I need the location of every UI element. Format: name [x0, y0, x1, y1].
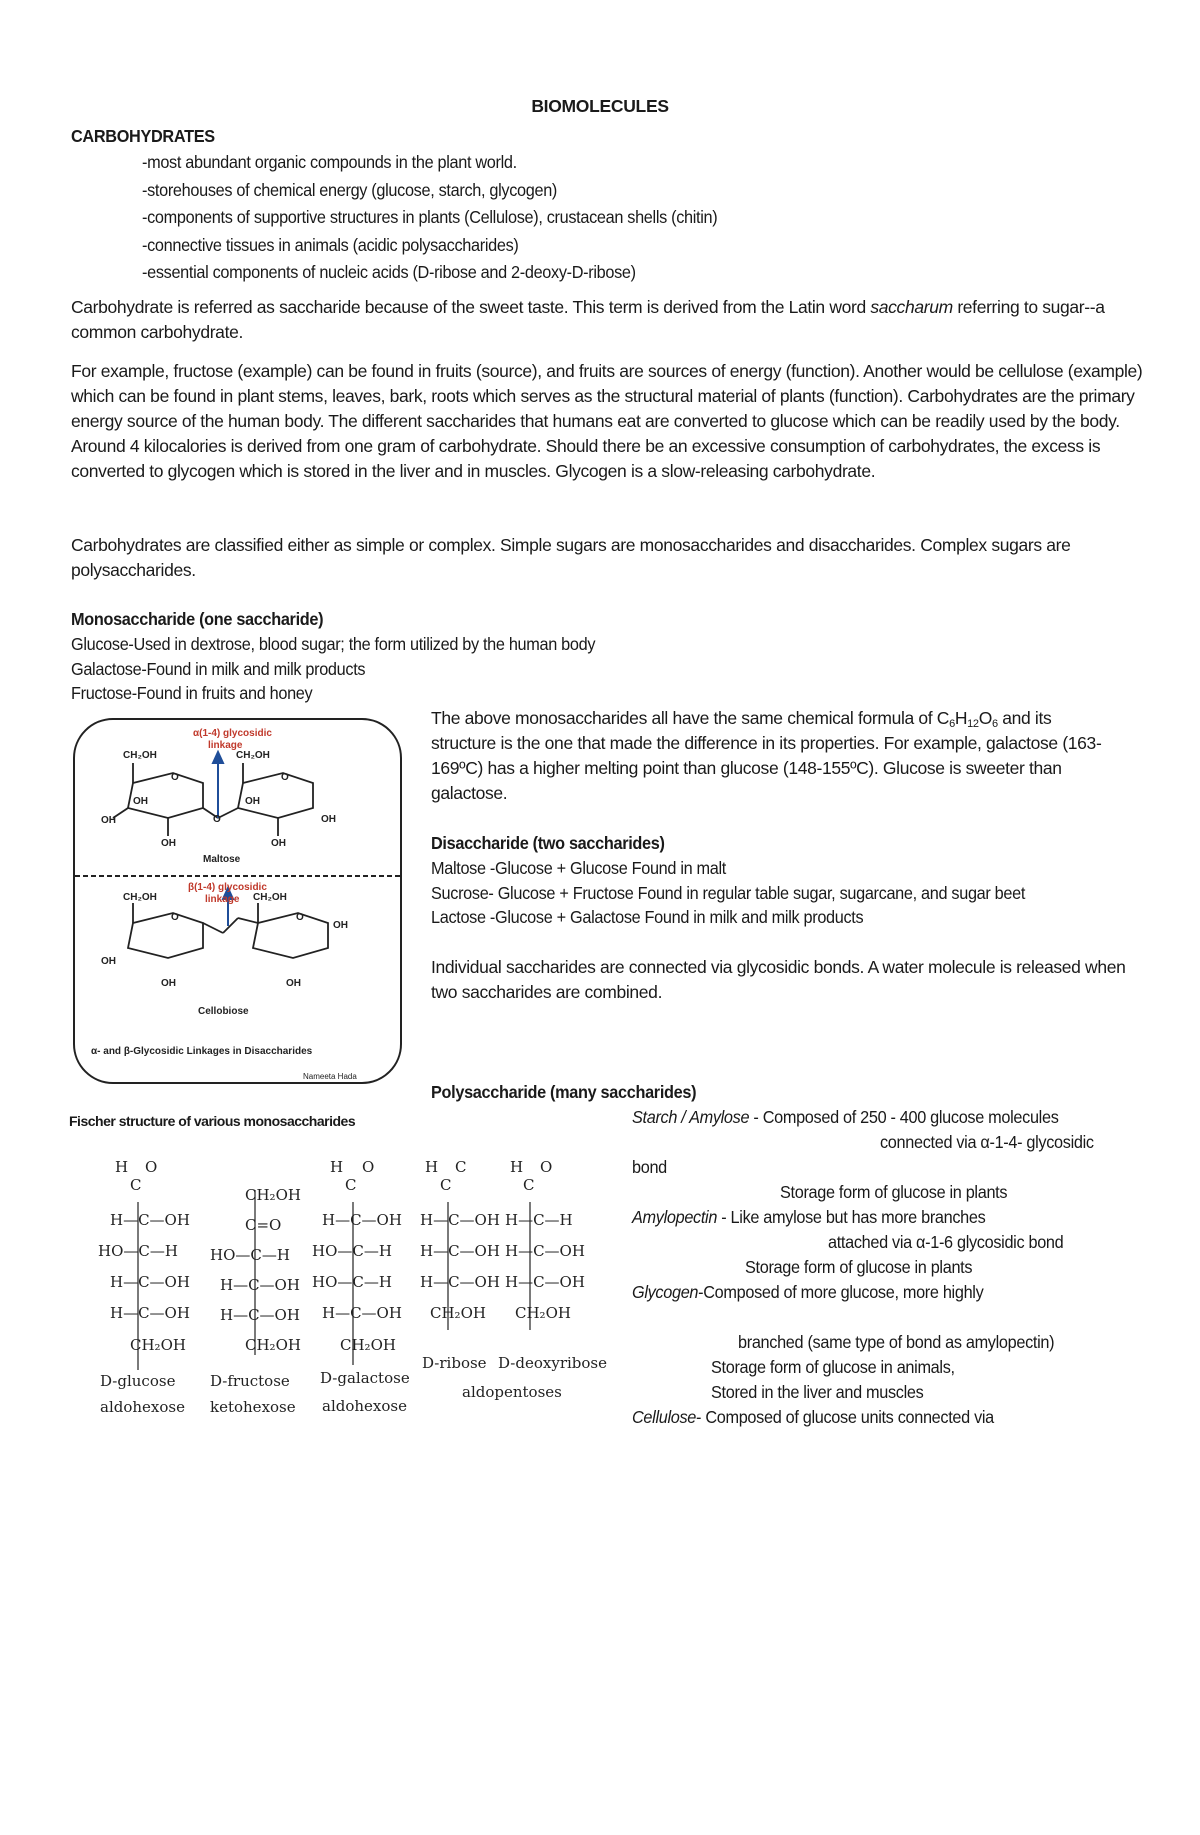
svg-text:H: H — [330, 1158, 344, 1176]
oh-label: OH — [286, 978, 301, 989]
svg-text:HO—C—H: HO—C—H — [98, 1242, 178, 1260]
svg-text:H—C—OH: H—C—OH — [220, 1306, 300, 1324]
fischer-name-label: D-deoxyribose — [498, 1354, 607, 1372]
svg-text:H—C—OH: H—C—OH — [420, 1211, 500, 1229]
oh-label: OH — [101, 815, 116, 826]
paragraph-saccharide-definition: Carbohydrate is referred as saccharide because of the sweet taste. This term is derived from the Latin word saccharum referring to sugar--a common carbohydrate. — [71, 297, 1105, 342]
svg-text:H—C—H: H—C—H — [505, 1211, 573, 1229]
ch2oh-label: CH₂OH — [236, 750, 270, 761]
amylopectin-line: Storage form of glucose in plants — [745, 1257, 973, 1277]
ch2oh-label: CH₂OH — [253, 892, 287, 903]
svg-text:CH₂OH: CH₂OH — [245, 1336, 301, 1354]
ch2oh-label: CH₂OH — [123, 892, 157, 903]
oh-label: OH — [271, 838, 286, 849]
paragraph-carbohydrate-examples: For example, fructose (example) can be found in fruits (source), and fruits are sources of energy (function). Another would be cellulose (example) which can be found in plant stems, leaves, bark, roots which serves as the structural material of plants (function). Carbohydrates are the primary energy source of the human body. The different saccharides that humans eat are converted to glucose which can be readily used by the body. Around 4 kilocalories is derived from one gram of carbohydrate. Should there be an excessive consumption of carbohydrates, the excess is converted to glycogen which is stored in the liver and in muscles. Glycogen is a slow-releasing carbohydrate. — [71, 361, 1143, 481]
svg-text:C=O: C=O — [245, 1216, 282, 1234]
svg-text:CH₂OH: CH₂OH — [245, 1186, 301, 1204]
figure-caption: α- and β-Glycosidic Linkages in Disaccharides — [91, 1046, 313, 1057]
oh-label: OH — [101, 956, 116, 967]
fischer-name-label: D-galactose — [320, 1369, 410, 1387]
cellulose-name: Cellulose — [632, 1407, 697, 1427]
fischer-figure-title: Fischer structure of various monosaccharides — [69, 1113, 356, 1129]
bullet-item: -most abundant organic compounds in the plant world. — [142, 152, 517, 172]
svg-text:C: C — [130, 1176, 142, 1194]
oh-label: OH — [161, 978, 176, 989]
page-title: BIOMOLECULES — [531, 96, 669, 116]
oh-label: OH — [133, 796, 148, 807]
svg-text:H—C—OH: H—C—OH — [322, 1304, 402, 1322]
svg-text:H—C—OH: H—C—OH — [505, 1273, 585, 1291]
svg-text:C: C — [440, 1176, 452, 1194]
amylopectin-name: Amylopectin — [632, 1207, 718, 1227]
bullet-item: -essential components of nucleic acids (D-ribose and 2-deoxy-D-ribose) — [142, 262, 636, 282]
monosaccharide-item: Galactose-Found in milk and milk products — [71, 659, 366, 679]
svg-text:CH₂OH: CH₂OH — [340, 1336, 396, 1354]
figure-credit: Nameeta Hada — [303, 1072, 357, 1081]
svg-text:O: O — [145, 1158, 158, 1176]
monosaccharide-heading: Monosaccharide (one saccharide) — [71, 609, 324, 629]
svg-text:H—C—OH: H—C—OH — [505, 1242, 585, 1260]
beta-linkage-label: linkage — [205, 894, 240, 905]
fischer-structures-diagram — [90, 1150, 630, 1420]
fischer-name-label: D-fructose — [210, 1372, 290, 1390]
section-heading-carbohydrates: CARBOHYDRATES — [71, 126, 215, 146]
svg-text:H—C—OH: H—C—OH — [420, 1242, 500, 1260]
ch2oh-label: CH₂OH — [123, 750, 157, 761]
glucose-ring — [253, 913, 328, 958]
svg-text:H—C—OH: H—C—OH — [110, 1273, 190, 1291]
svg-text:O: O — [540, 1158, 553, 1176]
fischer-type-label: aldohexose — [100, 1398, 185, 1416]
disaccharide-item: Sucrose- Glucose + Fructose Found in regular table sugar, sugarcane, and sugar beet — [431, 883, 1026, 903]
svg-text:H: H — [510, 1158, 524, 1176]
svg-text:C: C — [455, 1158, 467, 1176]
fischer-type-label: aldopentoses — [462, 1383, 562, 1401]
glycosidic-bond-note: Individual saccharides are connected via glycosidic bonds. A water molecule is released when two saccharides are combined. — [431, 957, 1126, 1002]
svg-text:H: H — [425, 1158, 439, 1176]
monosaccharide-item: Fructose-Found in fruits and honey — [71, 683, 313, 703]
disaccharide-item: Lactose -Glucose + Galactose Found in milk and milk products — [431, 907, 864, 927]
glycogen-line: Glycogen-Composed of more glucose, more highly — [632, 1282, 984, 1302]
glucose-ring — [128, 913, 203, 958]
starch-line: connected via α-1-4- glycosidic — [880, 1132, 1094, 1152]
starch-line: Storage form of glucose in plants — [780, 1182, 1008, 1202]
svg-text:H—C—OH: H—C—OH — [322, 1211, 402, 1229]
glycogen-line: Storage form of glucose in animals, — [711, 1357, 955, 1377]
paragraph-classification: Carbohydrates are classified either as simple or complex. Simple sugars are monosaccharides and disaccharides. Complex sugars are polysaccharides. — [71, 535, 1071, 580]
paragraph-chemical-formula: The above monosaccharides all have the same chemical formula of $C_6H_{12}O_6$ and its structure is the one that made the difference in its properties. For example, galactose (163-169ºC) has a higher melting point than glucose (148-155ºC). Glucose is sweeter than galactose. — [431, 708, 1102, 803]
disaccharide-item: Maltose -Glucose + Glucose Found in malt — [431, 858, 726, 878]
beta-linkage-label: β(1-4) glycosidic — [188, 882, 267, 893]
amylopectin-line: Amylopectin - Like amylose but has more branches — [632, 1207, 986, 1227]
svg-text:H—C—OH: H—C—OH — [110, 1211, 190, 1229]
glycogen-name: Glycogen — [632, 1282, 699, 1302]
svg-text:H—C—OH: H—C—OH — [220, 1276, 300, 1294]
fischer-name-label: D-glucose — [100, 1372, 176, 1390]
svg-text:CH₂OH: CH₂OH — [130, 1336, 186, 1354]
alpha-linkage-label: linkage — [208, 740, 243, 751]
svg-text:C: C — [345, 1176, 357, 1194]
starch-line: bond — [632, 1157, 667, 1177]
svg-text:HO—C—H: HO—C—H — [210, 1246, 290, 1264]
bullet-item: -connective tissues in animals (acidic polysaccharides) — [142, 234, 519, 255]
bridge-oxygen-label: O — [213, 814, 221, 825]
svg-text:O: O — [362, 1158, 375, 1176]
oh-label: OH — [333, 920, 348, 931]
monosaccharide-item: Glucose-Used in dextrose, blood sugar; the form utilized by the human body — [71, 634, 596, 654]
fischer-name-label: D-ribose — [422, 1354, 487, 1372]
svg-text:HO—C—H: HO—C—H — [312, 1273, 392, 1291]
ring-oxygen-label: O — [296, 912, 304, 923]
glycogen-line: branched (same type of bond as amylopectin) — [738, 1332, 1055, 1352]
svg-text:C: C — [523, 1176, 535, 1194]
ring-oxygen-label: O — [281, 772, 289, 783]
maltose-label: Maltose — [203, 854, 241, 865]
carbohydrate-bullet-list — [142, 150, 717, 288]
svg-text:CH₂OH: CH₂OH — [430, 1304, 486, 1322]
alpha-linkage-label: α(1-4) glycosidic — [193, 728, 272, 739]
svg-text:H: H — [115, 1158, 129, 1176]
cellulose-line: Cellulose- Composed of glucose units connected via — [632, 1407, 994, 1427]
svg-text:HO—C—H: HO—C—H — [312, 1242, 392, 1260]
glycosidic-linkage-diagram — [73, 718, 403, 1090]
fischer-type-label: ketohexose — [210, 1398, 296, 1416]
polysaccharide-heading: Polysaccharide (many saccharides) — [431, 1082, 697, 1102]
cellobiose-label: Cellobiose — [198, 1006, 249, 1017]
bullet-item: -components of supportive structures in plants (Cellulose), crustacean shells (chitin) — [142, 207, 718, 227]
starch-name: Starch / Amylose — [632, 1107, 750, 1127]
starch-line: Starch / Amylose - Composed of 250 - 400 glucose molecules — [632, 1107, 1059, 1127]
svg-text:CH₂OH: CH₂OH — [515, 1304, 571, 1322]
oh-label: OH — [321, 814, 336, 825]
ring-oxygen-label: O — [171, 772, 179, 783]
oh-label: OH — [245, 796, 260, 807]
glycogen-line: Stored in the liver and muscles — [711, 1382, 924, 1402]
fischer-type-label: aldohexose — [322, 1397, 407, 1415]
bullet-item: -storehouses of chemical energy (glucose, starch, glycogen) — [142, 179, 558, 200]
ring-oxygen-label: O — [171, 912, 179, 923]
svg-text:H—C—OH: H—C—OH — [420, 1273, 500, 1291]
latin-term: saccharum — [870, 297, 953, 317]
disaccharide-heading: Disaccharide (two saccharides) — [431, 833, 665, 853]
oh-label: OH — [161, 838, 176, 849]
svg-text:H—C—OH: H—C—OH — [110, 1304, 190, 1322]
amylopectin-line: attached via α-1-6 glycosidic bond — [828, 1232, 1064, 1252]
